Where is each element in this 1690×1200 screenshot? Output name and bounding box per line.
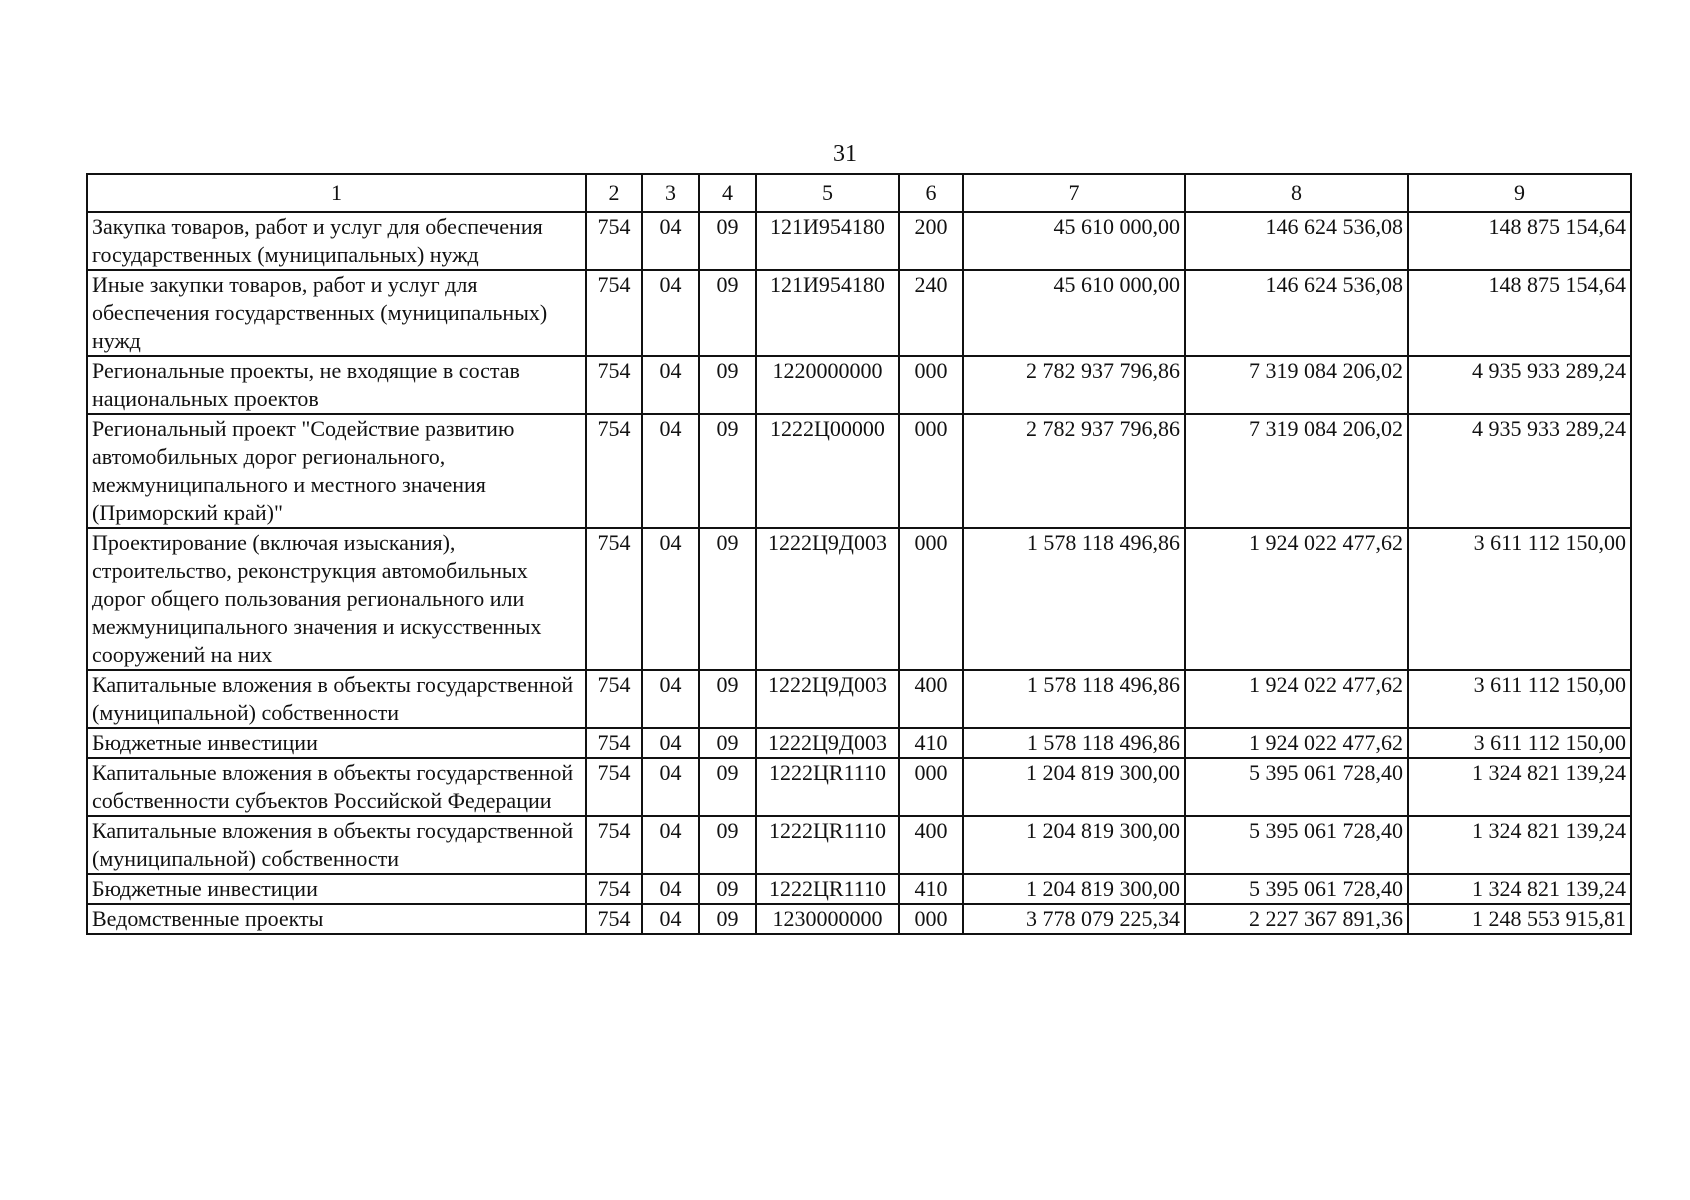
row-amount-cell: 1 204 819 300,00 [963,816,1185,874]
row-amount-cell: 148 875 154,64 [1408,270,1631,356]
row-amount-cell: 4 935 933 289,24 [1408,356,1631,414]
row-code-cell: 09 [699,528,756,670]
row-amount-cell: 1 578 118 496,86 [963,670,1185,728]
row-amount-cell: 3 611 112 150,00 [1408,528,1631,670]
column-header: 8 [1185,174,1408,212]
row-code-cell: 000 [899,904,963,934]
column-header: 5 [756,174,899,212]
column-header: 2 [586,174,642,212]
row-code-cell: 09 [699,758,756,816]
row-code-cell: 1222Ц9Д003 [756,728,899,758]
row-amount-cell: 146 624 536,08 [1185,212,1408,270]
row-name-cell: Региональный проект "Содействие развитию автомобильных дорог регионального, межмуниципального и местного значения (Приморский край)" [87,414,586,528]
row-code-cell: 04 [642,212,699,270]
row-code-cell: 000 [899,758,963,816]
row-name-cell: Проектирование (включая изыскания), строительство, реконструкция автомобильных дорог общего пользования регионального или межмуниципального значения и искусственных сооружений на них [87,528,586,670]
row-name-cell: Иные закупки товаров, работ и услуг для обеспечения государственных (муниципальных) нужд [87,270,586,356]
row-code-cell: 09 [699,270,756,356]
row-amount-cell: 3 611 112 150,00 [1408,728,1631,758]
row-code-cell: 1222ЦR1110 [756,874,899,904]
row-code-cell: 09 [699,904,756,934]
row-code-cell: 09 [699,728,756,758]
row-name-cell: Закупка товаров, работ и услуг для обеспечения государственных (муниципальных) нужд [87,212,586,270]
row-code-cell: 200 [899,212,963,270]
row-amount-cell: 1 924 022 477,62 [1185,728,1408,758]
table-row [87,670,1631,728]
row-code-cell: 09 [699,670,756,728]
row-amount-cell: 45 610 000,00 [963,212,1185,270]
row-code-cell: 754 [586,904,642,934]
column-header: 6 [899,174,963,212]
row-amount-cell: 1 578 118 496,86 [963,728,1185,758]
row-amount-cell: 5 395 061 728,40 [1185,816,1408,874]
column-header: 4 [699,174,756,212]
table-body [87,212,1631,934]
row-amount-cell: 2 782 937 796,86 [963,414,1185,528]
table-row [87,728,1631,758]
row-amount-cell: 5 395 061 728,40 [1185,758,1408,816]
row-name-cell: Капитальные вложения в объекты государственной (муниципальной) собственности [87,670,586,728]
row-code-cell: 000 [899,414,963,528]
row-code-cell: 04 [642,758,699,816]
column-header: 7 [963,174,1185,212]
table-row [87,758,1631,816]
row-amount-cell: 7 319 084 206,02 [1185,356,1408,414]
row-code-cell: 1222ЦR1110 [756,816,899,874]
row-amount-cell: 1 204 819 300,00 [963,758,1185,816]
row-amount-cell: 4 935 933 289,24 [1408,414,1631,528]
row-code-cell: 400 [899,670,963,728]
budget-table [86,173,1632,935]
row-code-cell: 400 [899,816,963,874]
row-code-cell: 09 [699,874,756,904]
row-amount-cell: 2 227 367 891,36 [1185,904,1408,934]
row-amount-cell: 1 578 118 496,86 [963,528,1185,670]
table-row [87,356,1631,414]
row-amount-cell: 1 924 022 477,62 [1185,528,1408,670]
row-code-cell: 04 [642,904,699,934]
row-code-cell: 1222Ц9Д003 [756,670,899,728]
row-code-cell: 754 [586,212,642,270]
row-code-cell: 410 [899,874,963,904]
row-code-cell: 754 [586,528,642,670]
row-amount-cell: 3 611 112 150,00 [1408,670,1631,728]
row-code-cell: 09 [699,414,756,528]
table-row [87,816,1631,874]
row-code-cell: 04 [642,874,699,904]
row-amount-cell: 146 624 536,08 [1185,270,1408,356]
table-row [87,874,1631,904]
row-amount-cell: 1 324 821 139,24 [1408,758,1631,816]
row-name-cell: Региональные проекты, не входящие в состав национальных проектов [87,356,586,414]
row-amount-cell: 1 324 821 139,24 [1408,874,1631,904]
row-code-cell: 04 [642,528,699,670]
row-code-cell: 240 [899,270,963,356]
row-code-cell: 121И954180 [756,270,899,356]
row-code-cell: 754 [586,816,642,874]
row-code-cell: 04 [642,816,699,874]
row-amount-cell: 1 204 819 300,00 [963,874,1185,904]
row-code-cell: 09 [699,212,756,270]
row-amount-cell: 1 924 022 477,62 [1185,670,1408,728]
row-amount-cell: 45 610 000,00 [963,270,1185,356]
row-code-cell: 04 [642,670,699,728]
header-row [87,174,1631,212]
row-amount-cell: 7 319 084 206,02 [1185,414,1408,528]
row-code-cell: 754 [586,356,642,414]
row-code-cell: 410 [899,728,963,758]
row-code-cell: 754 [586,874,642,904]
row-code-cell: 1230000000 [756,904,899,934]
row-code-cell: 121И954180 [756,212,899,270]
row-amount-cell: 1 248 553 915,81 [1408,904,1631,934]
row-code-cell: 000 [899,528,963,670]
table-row [87,904,1631,934]
row-code-cell: 000 [899,356,963,414]
row-code-cell: 1220000000 [756,356,899,414]
column-header: 9 [1408,174,1631,212]
row-amount-cell: 3 778 079 225,34 [963,904,1185,934]
row-code-cell: 04 [642,728,699,758]
row-code-cell: 04 [642,356,699,414]
row-code-cell: 09 [699,816,756,874]
table-row [87,212,1631,270]
row-code-cell: 754 [586,758,642,816]
table-row [87,528,1631,670]
row-code-cell: 09 [699,356,756,414]
row-amount-cell: 148 875 154,64 [1408,212,1631,270]
row-code-cell: 1222Ц00000 [756,414,899,528]
row-code-cell: 754 [586,414,642,528]
column-header: 3 [642,174,699,212]
row-code-cell: 04 [642,270,699,356]
row-amount-cell: 1 324 821 139,24 [1408,816,1631,874]
table-row [87,414,1631,528]
row-code-cell: 754 [586,670,642,728]
table-row [87,270,1631,356]
row-code-cell: 1222Ц9Д003 [756,528,899,670]
row-name-cell: Капитальные вложения в объекты государственной (муниципальной) собственности [87,816,586,874]
row-code-cell: 04 [642,414,699,528]
row-amount-cell: 5 395 061 728,40 [1185,874,1408,904]
row-code-cell: 754 [586,728,642,758]
row-name-cell: Ведомственные проекты [87,904,586,934]
row-name-cell: Бюджетные инвестиции [87,874,586,904]
row-name-cell: Бюджетные инвестиции [87,728,586,758]
column-header: 1 [87,174,586,212]
row-amount-cell: 2 782 937 796,86 [963,356,1185,414]
page-number: 31 [833,141,857,167]
row-name-cell: Капитальные вложения в объекты государственной собственности субъектов Российской Федерации [87,758,586,816]
row-code-cell: 1222ЦR1110 [756,758,899,816]
row-code-cell: 754 [586,270,642,356]
